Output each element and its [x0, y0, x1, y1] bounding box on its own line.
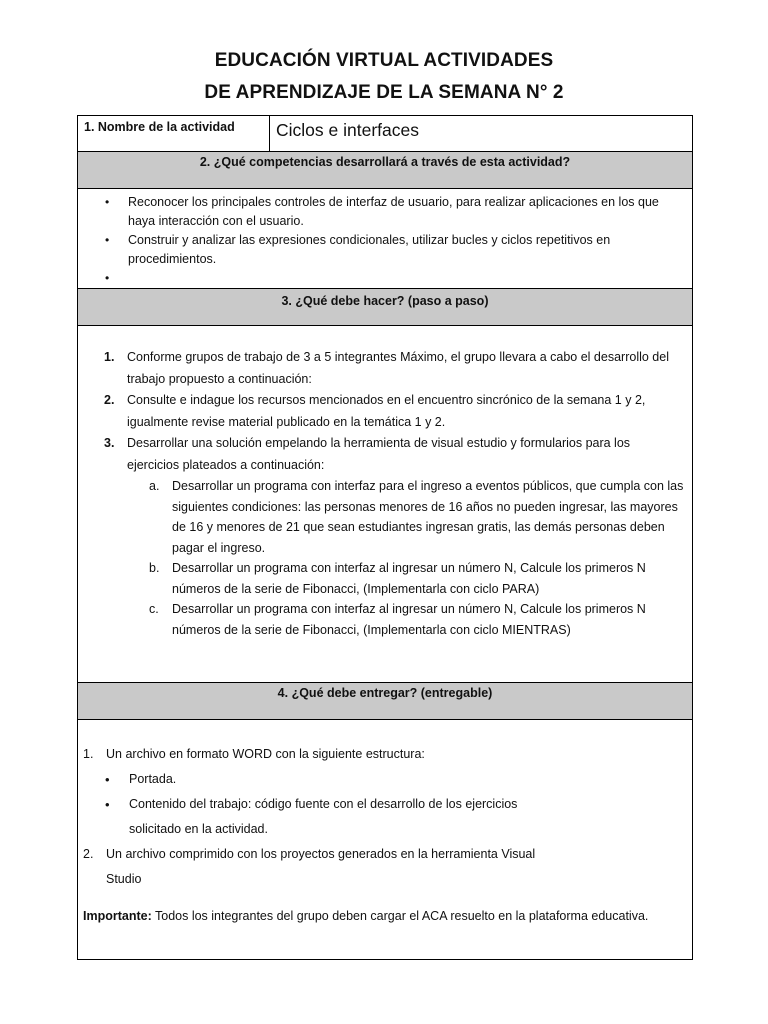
- deliverable-list: [78, 720, 692, 926]
- deliverable-heading-text: 4. ¿Qué debe entregar? (entregable): [277, 686, 493, 700]
- important-label: Importante:: [83, 909, 152, 923]
- bullet-icon: •: [105, 772, 110, 787]
- step-text: Consulte e indague los recursos mencionados en el encuentro sincrónico de la semana 1 y 2, igualmente revise material publicado en la temática 1 y 2.: [127, 393, 646, 429]
- document-title-line-2: DE APRENDIZAJE DE LA SEMANA N° 2: [204, 82, 564, 103]
- steps-list: [78, 326, 692, 640]
- list-item: [78, 269, 692, 288]
- list-item: [78, 433, 692, 640]
- step-text: Conforme grupos de trabajo de 3 a 5 integrantes Máximo, el grupo llevara a cabo el desarrollo del trabajo propuesto a continuación:: [127, 350, 669, 386]
- list-item: [78, 742, 692, 767]
- step-number: 1.: [104, 350, 115, 364]
- bullet-icon: •: [105, 797, 110, 812]
- exercise-letter: c.: [149, 602, 159, 616]
- step-number: 2.: [104, 393, 115, 407]
- list-item: [78, 390, 692, 433]
- deliverable-heading: [78, 683, 693, 720]
- deliverable-number: 1.: [83, 747, 94, 761]
- competencies-heading-text: 2. ¿Qué competencias desarrollará a través de esta actividad?: [199, 155, 571, 169]
- deliverable-body: [78, 720, 693, 960]
- important-note: [78, 906, 692, 926]
- bullet-icon: •: [105, 195, 110, 209]
- list-item: [127, 558, 684, 599]
- list-item: [78, 193, 692, 231]
- steps-heading: [78, 289, 693, 326]
- list-item: [127, 476, 684, 558]
- deliverable-text: Un archivo en formato WORD con la siguiente estructura:: [106, 747, 425, 761]
- competencies-heading: [78, 152, 693, 189]
- list-item: [78, 792, 692, 817]
- activity-name-label: 1. Nombre de la actividad: [78, 116, 270, 152]
- deliverable-text: Un archivo comprimido con los proyectos generados en la herramienta Visual: [106, 847, 536, 861]
- competency-text: Construir y analizar las expresiones condicionales, utilizar bucles y ciclos repetitivos en procedimientos.: [128, 233, 611, 266]
- deliverable-subitem: solicitado en la actividad.: [129, 822, 268, 836]
- list-item: [78, 347, 692, 390]
- list-item: [78, 231, 692, 269]
- steps-heading-text: 3. ¿Qué debe hacer? (paso a paso): [281, 294, 489, 308]
- bullet-icon: •: [105, 271, 110, 285]
- exercise-letter: b.: [149, 561, 160, 575]
- list-item: [78, 767, 692, 792]
- deliverable-subitem: Portada.: [129, 772, 177, 786]
- step-text: Desarrollar una solución empelando la herramienta de visual estudio y formularios para los ejercicios plateados a continuación:: [127, 436, 631, 472]
- bullet-icon: •: [105, 233, 110, 247]
- competencies-body: [78, 189, 693, 289]
- list-item-continuation: [78, 817, 692, 842]
- competencies-list: [78, 189, 692, 288]
- list-item: [78, 842, 692, 867]
- document-title-line-1: EDUCACIÓN VIRTUAL ACTIVIDADES: [214, 50, 554, 71]
- deliverable-subitem: Contenido del trabajo: código fuente con el desarrollo de los ejercicios: [129, 797, 518, 811]
- exercise-text: Desarrollar un programa con interfaz para el ingreso a eventos públicos, que cumpla con las siguientes condiciones: las personas menores de 16 años no pueden ingresar, las mayores de 16 y menores de 21 que sean estudiantes ingresan gratis, las demás personas deben pagar el ingreso.: [172, 479, 684, 555]
- exercise-text: Desarrollar un programa con interfaz al ingresar un número N, Calcule los primeros N números de la serie de Fibonacci, (Implementarla con ciclo PARA): [172, 561, 646, 596]
- exercise-letter: a.: [149, 479, 160, 493]
- exercise-text: Desarrollar un programa con interfaz al ingresar un número N, Calcule los primeros N números de la serie de Fibonacci, (Implementarla con ciclo MIENTRAS): [172, 602, 646, 637]
- list-item: [127, 599, 684, 640]
- list-item-continuation: [78, 867, 692, 892]
- important-text: Todos los integrantes del grupo deben cargar el ACA resuelto en la plataforma educativa.: [151, 909, 649, 923]
- deliverable-number: 2.: [83, 847, 94, 861]
- steps-body: [78, 326, 693, 683]
- activity-table: [77, 115, 693, 960]
- deliverable-text: Studio: [106, 872, 142, 886]
- exercise-list: [127, 476, 684, 640]
- competency-text: Reconocer los principales controles de interfaz de usuario, para realizar aplicaciones en los que haya interacción con el usuario.: [128, 195, 659, 228]
- step-number: 3.: [104, 436, 115, 450]
- activity-name-value: Ciclos e interfaces: [270, 116, 693, 152]
